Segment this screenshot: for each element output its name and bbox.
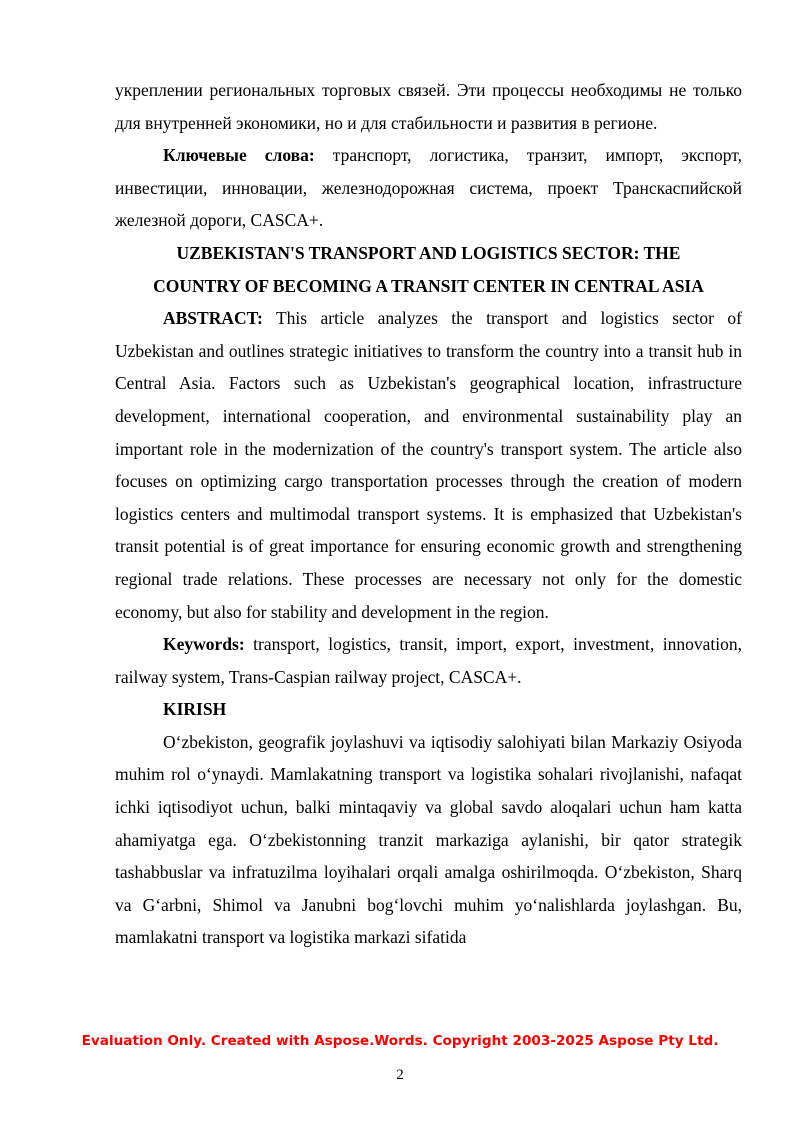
en-title-line1: UZBEKISTAN'S TRANSPORT AND LOGISTICS SECTOR: THE <box>176 242 681 263</box>
page-number: 2 <box>396 1067 404 1083</box>
ru-keywords-paragraph <box>115 139 742 237</box>
en-keywords-label: Keywords: <box>163 634 245 655</box>
en-abstract-text: This article analyzes the transport and logistics sector of Uzbekistan and outlines strategic initiatives to transform the country into a transit hub in Central Asia. Factors such as Uzbekistan's geographical location, infrastructure development, international cooperation, and environmental sustainability play an important role in the modernization of the country's transport system. The article also focuses on optimizing cargo transportation processes through the creation of modern logistics centers and multimodal transport systems. It is emphasized that Uzbekistan's transit potential is of great importance for ensuring economic growth and strengthening regional trade relations. These processes are necessary not only for the domestic economy, but also for stability and development in the region. <box>115 308 742 622</box>
intro-paragraph: O‘zbekiston, geografik joylashuvi va iqtisodiy salohiyati bilan Markaziy Osiyoda muhim rol o‘ynaydi. Mamlakatning transport va logistika sohalari rivojlanishi, nafaqat ichki iqtisodiyot uchun, balki mintaqaviy va global savdo aloqalari uchun ham katta ahamiyatga ega. O‘zbekistonning tranzit markaziga aylanishi, bir qator strategik tashabbuslar va infratuzilma loyihalari orqali amalga oshirilmoqda. O‘zbekiston, Sharq va G‘arbni, Shimol va Janubni bog‘lovchi muhim yo‘nalishlarda joylashgan. Bu, mamlakatni transport va logistika markazi sifatida <box>115 731 742 948</box>
en-keywords-paragraph <box>115 628 742 693</box>
section-heading: KIRISH <box>163 699 227 720</box>
document-page <box>115 74 742 954</box>
evaluation-watermark: Evaluation Only. Created with Aspose.Words. Copyright 2003-2025 Aspose Pty Ltd. <box>81 1033 719 1049</box>
en-keywords-text: transport, logistics, transit, import, export, investment, innovation, railway system, Trans-Caspian railway project, CASCA+. <box>115 634 742 687</box>
en-abstract-paragraph <box>115 302 742 628</box>
ru-keywords-text: транспорт, логистика, транзит, импорт, экспорт, инвестиции, инновации, железнодорожная система, проект Транскаспийской железной дороги, CASCA+. <box>115 145 742 231</box>
en-title <box>115 237 742 302</box>
en-title-line2: COUNTRY OF BECOMING A TRANSIT CENTER IN CENTRAL ASIA <box>153 275 704 296</box>
ru-abstract-end: укреплении региональных торговых связей. Эти процессы необходимы не только для внутренней экономики, но и для стабильности и развития в регионе. <box>115 80 742 133</box>
ru-keywords-label: Ключевые слова: <box>163 145 315 166</box>
en-abstract-label: ABSTRACT: <box>163 308 263 329</box>
